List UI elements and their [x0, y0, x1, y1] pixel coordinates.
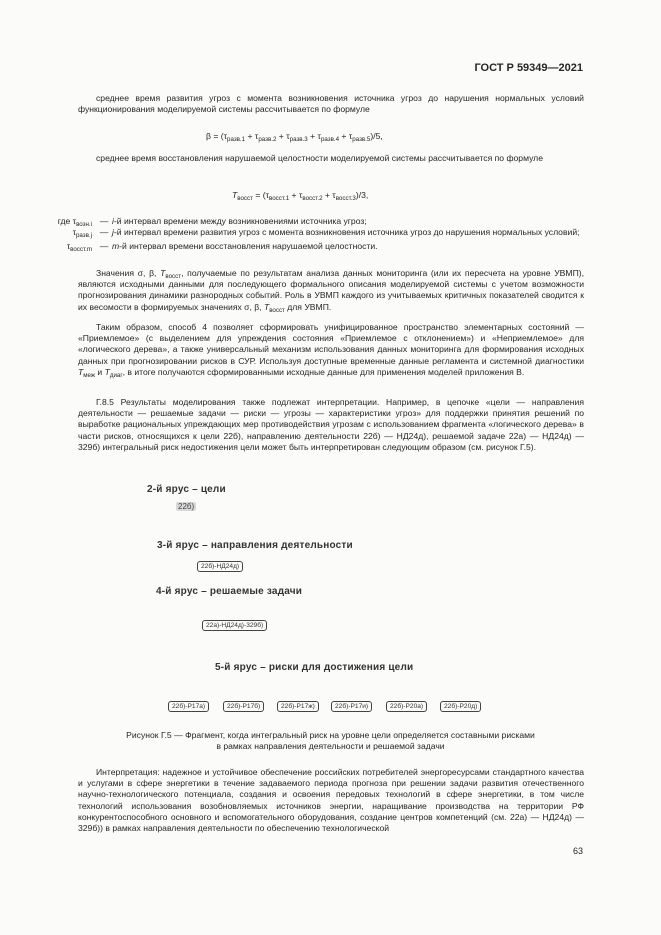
risk-node: 22б)-Р20д) [440, 701, 481, 712]
risk-node: 22б)-Р20а) [386, 701, 427, 712]
paragraph-interpretation: Интерпретация: надежное и устойчивое обеспечение российских потребителей энергоресурсами стандартного качества и услугами в сфере энергетики в течение задаваемого периода прогноза при решении задачи развития отечественного научно-технологического потенциала, создания и освоения передовых технологий в сфере энергетики, в том числе технологий использования возобновляемых источников энергии, наращивание производства на территории РФ конкурентоспособного основного и вспомогательного оборудования, создание центров компетенций (см. 22а) — НД24д) — 329б)) в рамках направления деятельности по обеспечению технологической [78, 767, 584, 834]
risk-node: 22б)-Р17а) [168, 701, 209, 712]
paragraph-threat-development: среднее время развития угроз с момента возникновения источника угроз до нарушения нормальных условий функционирования моделируемой системы рассчитывается по формуле [78, 93, 584, 115]
paragraph-method-4: Таким образом, способ 4 позволяет сформировать унифицированное пространство элементарных состояний — «Приемлемое» (с выделением для упреждения состояния «Приемлемое с отклонением») и «Неприемлемое» для «логического дерева», а также универсальный механизм использования данных мониторинга для формирования исходных данных при прогнозировании рисков в СУР. Используя доступные временные данные регламента и системной диагностики $T_{меж}$ и $T_{диаг}$, в итоге получаются сформированными исходные данные для применения моделей приложения В. [78, 322, 584, 379]
tier-3-heading: 3-й ярус – направления деятельности [157, 540, 353, 551]
risk-node: 22б)-Р17ж) [277, 701, 319, 712]
definition-row: $\tau_{разв.j}$ — j-й интервал времени развития угроз с момента возникновения источника угроз до нарушения нормальных условий; [72, 227, 580, 239]
goal-node: 22б) [178, 502, 195, 511]
tier-2-heading: 2-й ярус – цели [147, 484, 226, 495]
paragraph-recovery-time: среднее время восстановления нарушаемой целостности моделируемой системы рассчитывается по формуле [96, 153, 543, 163]
formula-t-recovery: $T_{восст} = (\tau_{восст.1} + \tau_{восст.2} + \tau_{восст.3})/3$, [232, 190, 369, 202]
variable-definitions [44, 216, 585, 252]
document-standard-number: ГОСТ Р 59349—2021 [474, 62, 583, 74]
figure-caption: Рисунок Г.5 — Фрагмент, когда интегральный риск на уровне цели определяется составными рисками в рамках направления деятельности и решаемой задачи [126, 730, 535, 752]
direction-node: 22б)-НД24д) [197, 561, 243, 572]
paragraph-g-8-5: Г.8.5 Результаты моделирования также подлежат интерпретации. Например, в цепочке «цели — направления деятельности — решаемые задачи — риски — угрозы — характеристики угроз» для поддержки принятия решений по выработке рациональных упреждающих мер противодействия угрозам с использованием фрагмента «логического дерева» в части рисков, относящихся к цели 22б), направлению деятельности 22б) — НД24д), решаемой задаче 22а) — НД24д) — 329б) интегральный риск недостижения цели может быть интерпретирован следующим образом (см. рисунок Г.5). [78, 397, 584, 452]
risk-node: 22б)-Р17и) [331, 701, 372, 712]
paragraph-values-role: Значения σ, β, $T_{восст}$, получаемые по результатам анализа данных мониторинга (или их пересчета на уровне УВМП), являются исходными данными для последующего формального описания моделируемой системы с учетом возможности прогнозирования динамики разнородных событий. Роль в УВМП каждого из учитываемых критичных показателей сводится к их весомости в формируемых значениях σ, β, $T_{восст}$ для УВМП. [78, 268, 584, 314]
definition-row: где $\tau_{возн.i}$ — i-й интервал времени между возникновениями источника угроз; [57, 216, 367, 228]
figure-g-5 [0, 478, 661, 728]
formula-beta: $\beta = (\tau_{разв.1} + \tau_{разв.2} + \tau_{разв.3} + \tau_{разв.4} + \tau_{разв.5})/5$, [206, 131, 383, 143]
page-number: 63 [572, 846, 583, 856]
risk-node: 22б)-Р17б) [223, 701, 264, 712]
definition-row: $\tau_{восст.m}$ — m-й интервал времени восстановления нарушаемой целостности. [66, 241, 378, 253]
task-node: 22а)-НД24д)-329б) [202, 620, 267, 631]
tier-5-heading: 5-й ярус – риски для достижения цели [215, 662, 414, 673]
tier-4-heading: 4-й ярус – решаемые задачи [156, 586, 303, 597]
